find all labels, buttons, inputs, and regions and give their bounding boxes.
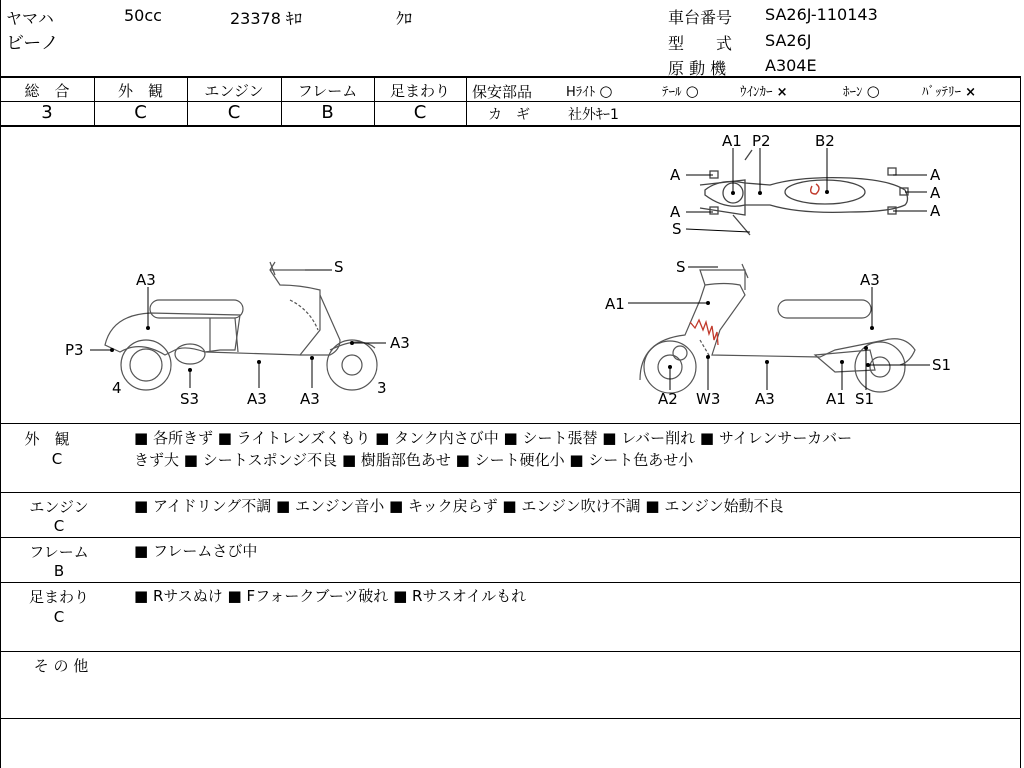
section-line: ■ 各所きず ■ ライトレンズくもり ■ タンク内さび中 ■ シート張替 ■ レバー削れ ■ サイレンサーカバー	[134, 429, 853, 447]
safety-mid	[466, 101, 1021, 102]
label-a3: A3	[300, 390, 320, 408]
label-a: A	[930, 166, 941, 184]
section-title: エンジン	[29, 498, 89, 516]
grid-sep	[466, 78, 467, 126]
right-view-labels	[605, 258, 951, 408]
grade-label-suspension: 足まわり	[389, 82, 450, 100]
type-value: SA26J	[765, 31, 812, 50]
mileage: 23378 ｷﾛ	[230, 9, 302, 28]
section-line: ■ アイドリング不調 ■ エンジン音小 ■ キック戻らず ■ エンジン吹け不調 ■ エンジン始動不良	[134, 497, 784, 515]
section-line: ■ Rサスぬけ ■ Fフォークブーツ破れ ■ Rサスオイルもれ	[134, 587, 527, 605]
label-a3: A3	[860, 271, 880, 289]
safety-item-label: ﾊﾞｯﾃﾘｰ	[922, 85, 961, 100]
key-label: カ ギ	[488, 107, 530, 123]
frame-no-label: 車台番号	[668, 8, 733, 27]
model-name: ビーノ	[6, 33, 59, 54]
grade-label-frame: フレーム	[297, 82, 358, 100]
color: ｸﾛ	[396, 9, 413, 28]
frame-divider	[0, 582, 1021, 583]
key-value: 社外ｷｰ1	[568, 107, 619, 123]
label-a1: A1	[605, 295, 625, 313]
label-p2: P2	[752, 132, 771, 150]
frame-right-border	[1020, 76, 1021, 768]
label-s: S	[676, 258, 686, 276]
section-title: 足まわり	[28, 588, 89, 606]
engine-value: A304E	[765, 56, 817, 75]
safety-item-headlight	[566, 81, 613, 100]
label-s1: S1	[855, 390, 875, 408]
section-grade: B	[53, 562, 65, 580]
label-a: A	[930, 202, 941, 220]
section-grade: C	[51, 450, 63, 468]
label-a1: A1	[722, 132, 742, 150]
grade-label-overall: 総 合	[24, 82, 70, 100]
label-s3: S3	[180, 390, 200, 408]
label-a2: A2	[658, 390, 678, 408]
safety-item-label: ﾎｰﾝ	[843, 85, 863, 100]
other-divider	[0, 718, 1021, 719]
safety-item-mark: ○	[599, 82, 613, 100]
label-4: 4	[112, 379, 122, 397]
marker-dots	[110, 190, 874, 372]
label-s1: S1	[932, 356, 952, 374]
label-p3: P3	[65, 341, 84, 359]
top-view-leaders	[686, 148, 927, 232]
exterior-divider	[0, 492, 1021, 493]
label-a1: A1	[826, 390, 846, 408]
engine-label: 原 動 機	[668, 59, 727, 78]
grade-value-overall: 3	[41, 102, 53, 123]
grade-value-exterior: C	[134, 102, 147, 123]
label-a3: A3	[136, 271, 156, 289]
safety-item-mark: ○	[866, 82, 880, 100]
section-title: 外 観	[24, 430, 70, 448]
safety-item-winker	[740, 81, 788, 100]
grade-value-engine: C	[227, 102, 241, 123]
right-view-leaders	[628, 267, 930, 390]
label-s: S	[334, 258, 344, 276]
safety-item-battery	[922, 81, 976, 100]
section-grade: C	[53, 517, 65, 535]
diagram-divider	[0, 423, 1021, 424]
safety-item-mark: ×	[965, 85, 977, 100]
right-view-damage	[690, 320, 718, 345]
section-line: きず大 ■ シートスポンジ不良 ■ 樹脂部色あせ ■ シート硬化小 ■ シート色あせ小	[134, 451, 694, 469]
safety-item-tail	[662, 81, 699, 100]
label-b2: B2	[815, 132, 835, 150]
label-a: A	[670, 203, 681, 221]
frame-no: SA26J-110143	[765, 5, 878, 24]
section-title: そ の 他	[33, 657, 89, 675]
maker-name: ヤマハ	[6, 9, 54, 28]
label-s: S	[672, 220, 682, 238]
safety-title: 保安部品	[472, 83, 533, 101]
scooter-diagram	[0, 126, 1020, 423]
section-grade: C	[53, 608, 65, 626]
displacement: 50cc	[124, 6, 162, 25]
safety-item-mark: ○	[685, 82, 699, 100]
grade-label-exterior: 外 観	[117, 82, 163, 100]
top-view-labels	[670, 132, 941, 238]
grade-label-engine: エンジン	[204, 82, 264, 100]
safety-item-label: Hﾗｲﾄ	[566, 85, 596, 100]
grade-value-suspension: C	[413, 102, 427, 123]
label-a3: A3	[390, 334, 410, 352]
safety-item-label: ﾃｰﾙ	[662, 85, 682, 100]
header-divider	[0, 76, 1021, 78]
label-w3: W3	[696, 390, 721, 408]
safety-item-horn	[843, 81, 880, 100]
top-view-damage	[811, 184, 819, 194]
label-a: A	[930, 184, 941, 202]
type-label: 型 式	[668, 34, 733, 53]
label-3: 3	[377, 379, 387, 397]
engine-divider	[0, 537, 1021, 538]
grade-value-frame: B	[321, 102, 334, 123]
label-a: A	[670, 166, 681, 184]
section-title: フレーム	[29, 543, 89, 561]
label-a3: A3	[247, 390, 267, 408]
safety-item-label: ｳｲﾝｶｰ	[740, 85, 773, 100]
safety-item-mark: ×	[776, 85, 788, 100]
suspension-divider	[0, 651, 1021, 652]
label-a3: A3	[755, 390, 775, 408]
section-line: ■ フレームさび中	[134, 542, 258, 560]
